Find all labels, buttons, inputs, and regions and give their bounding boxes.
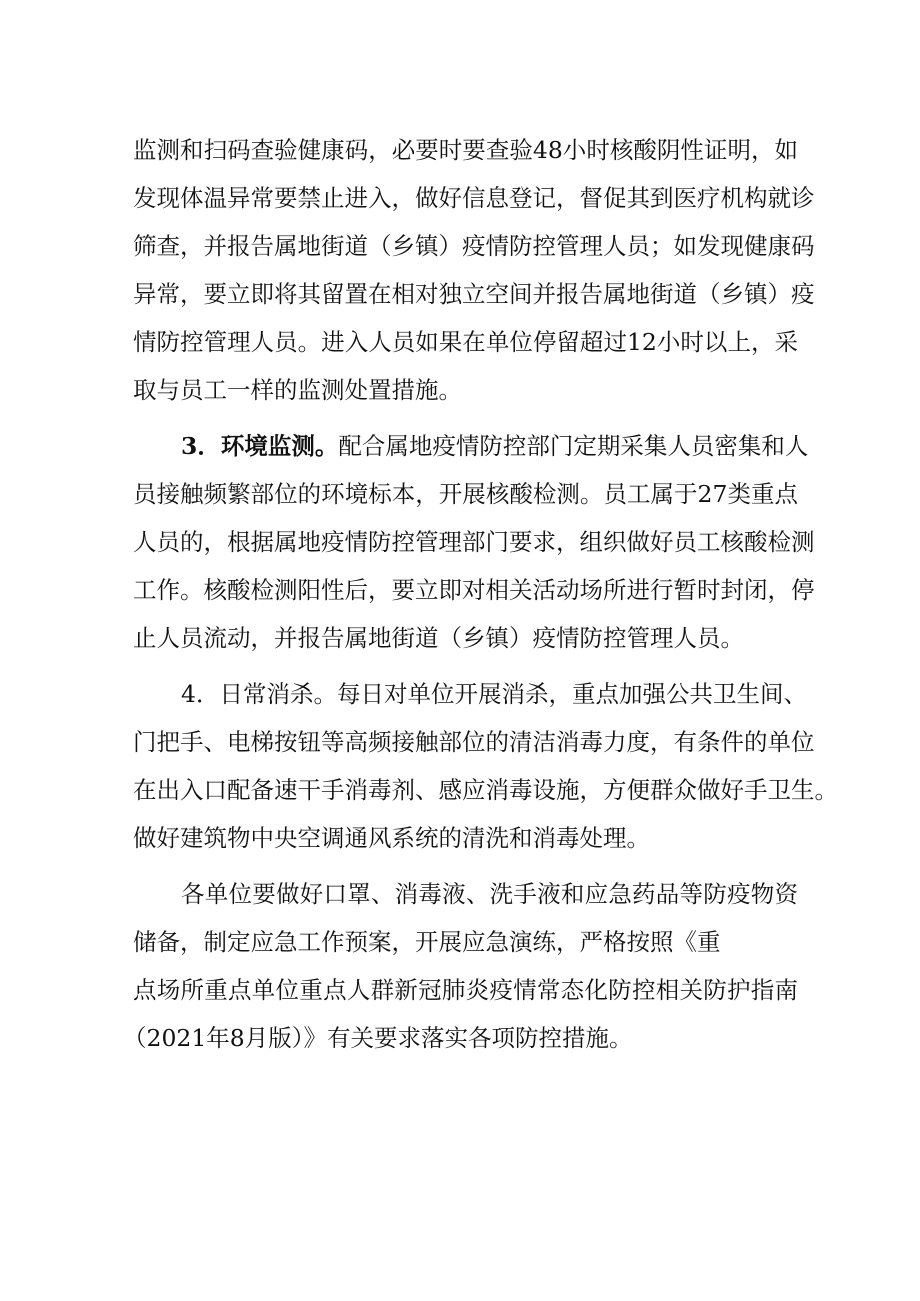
paragraph-line: 做好建筑物中央空调通风系统的清洗和消毒处理。 (133, 824, 650, 852)
paragraph-line: 在出入口配备速干手消毒剂、感应消毒设施，方便群众做好手卫生。 (133, 776, 838, 804)
paragraph-line: 监测和扫码查验健康码，必要时要查验48小时核酸阴性证明，如 (133, 136, 798, 164)
paragraph-line: 工作。核酸检测阳性后，要立即对相关活动场所进行暂时封闭，停 (133, 576, 815, 604)
document-body (123, 126, 838, 1062)
paragraph-first-line (133, 422, 809, 470)
paragraph-line: 情防控管理人员。进入人员如果在单位停留超过12小时以上，采 (133, 328, 798, 356)
paragraph-3 (133, 670, 838, 862)
paragraph-4 (123, 870, 798, 1062)
section-heading-environment-monitoring: 3．环境监测。 (181, 432, 339, 460)
paragraph-line: 人员的，根据属地疫情防控管理部门要求，组织做好员工核酸检测 (133, 528, 815, 556)
paragraph-line: 员接触频繁部位的环境标本，开展核酸检测。员工属于27类重点 (133, 480, 798, 508)
paragraph-line: 发现体温异常要禁止进入，做好信息登记，督促其到医疗机构就诊 (133, 184, 815, 212)
paragraph-line-rest: 配合属地疫情防控部门定期采集人员密集和人 (338, 432, 809, 460)
paragraph-1 (133, 126, 815, 414)
paragraph-line: （2021年8月版）》有关要求落实各项防控措施。 (123, 1024, 633, 1052)
paragraph-line: 门把手、电梯按钮等高频接触部位的清洁消毒力度，有条件的单位 (133, 728, 815, 756)
paragraph-first-line: 4．日常消杀。每日对单位开展消杀，重点加强公共卫生间、 (181, 680, 807, 708)
paragraph-line: 储备，制定应急工作预案，开展应急演练，严格按照《重 (133, 928, 721, 956)
paragraph-line: 取与员工一样的监测处置措施。 (133, 376, 462, 404)
paragraph-first-line: 各单位要做好口罩、消毒液、洗手液和应急药品等防疫物资 (181, 880, 798, 908)
paragraph-line: 点场所重点单位重点人群新冠肺炎疫情常态化防控相关防护指南 (133, 976, 798, 1004)
paragraph-line: 止人员流动，并报告属地街道（乡镇）疫情防控管理人员。 (133, 624, 744, 652)
paragraph-line: 异常，要立即将其留置在相对独立空间并报告属地街道（乡镇）疫 (133, 280, 815, 308)
paragraph-line: 筛查，并报告属地街道（乡镇）疫情防控管理人员；如发现健康码 (133, 232, 815, 260)
paragraph-2 (133, 422, 815, 662)
